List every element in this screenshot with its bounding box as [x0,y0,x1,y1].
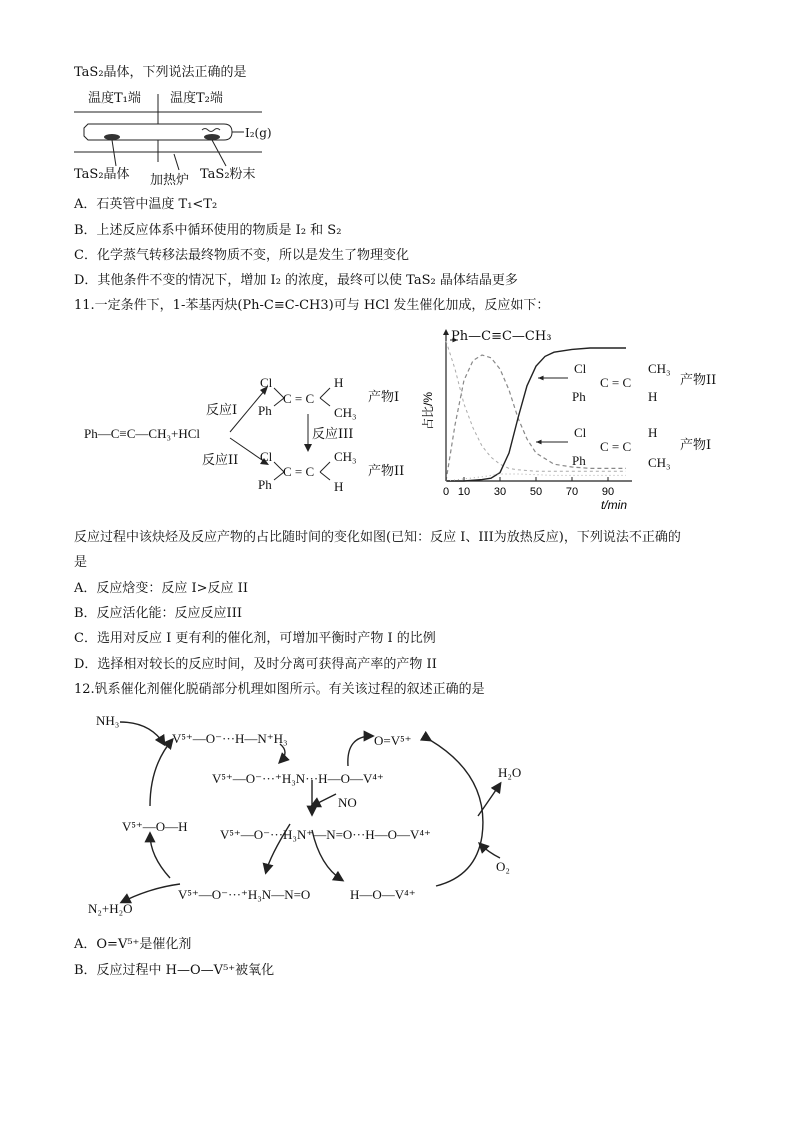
product-1-label: 产物I [368,390,400,405]
q11-stem: 11.一定条件下，1-苯基丙炔(Ph-C≡C-CH3)可与 HCl 发生催化加成，反应如下： [74,298,550,313]
q10-option-c: C．化学蒸气转移法最终物质不变，所以是发生了物理变化 [74,248,409,263]
label-reaction-1: 反应I [206,403,238,418]
p2-core: C = C [283,464,315,479]
p1-ch3: CH₃ [334,405,357,420]
y-axis-arrow [443,329,449,335]
mech-s4: V⁵⁺—O⁻···⁺H₃N—N=O [178,887,311,902]
q11-option-c: C．选用对反应 I 更有利的催化剂，可增加平衡时产物 I 的比例 [74,631,436,646]
label-t2: 温度T₂端 [170,91,223,106]
q11-after: 反应过程中该炔烃及反应产物的占比随时间的变化如图(已知：反应 I、III为放热反应)，下列说法不正确的 [74,530,681,545]
chart-p2-h: H [648,389,658,404]
chart-label-product-1: 产物I [680,438,712,453]
label-reaction-2: 反应II [202,453,239,468]
q10-option-b: B．上述反应体系中循环使用的物质是 I₂ 和 S₂ [74,223,342,238]
pointer-product-2-head [538,376,544,381]
mech-s1: V⁵⁺—O⁻···H—N⁺H₃ [172,731,288,746]
chart-p2-ph: Ph [572,389,586,404]
label-reaction-3: 反应III [312,427,354,442]
q11-option-a: A．反应焓变：反应 I>反应 II [74,581,248,596]
q11-after-2: 是 [74,555,88,570]
series-line-1 [446,355,626,481]
q10-option-d: D．其他条件不变的情况下，增加 I₂ 的浓度，最终可以使 TaS₂ 晶体结晶更多 [74,273,518,288]
x-tick-label: 30 [493,486,507,498]
p2-h: H [334,479,344,494]
mech-voh: V⁵⁺—O—H [122,819,188,834]
chart-p2-core: C = C [600,375,632,390]
chart-p1-cl: Cl [574,425,587,440]
chart-label-alkyne: Ph—C≡C—CH₃ [451,329,552,344]
chart-p2-cl: Cl [574,361,587,376]
chart-p1-core: C = C [600,439,632,454]
label-t1: 温度T₁端 [88,91,141,106]
ratio-time-chart [418,326,728,516]
p2-ch3: CH₃ [334,449,357,464]
series-line-2 [446,348,626,481]
x-tick-label: 90 [601,486,615,498]
mech-n2: N₂+H₂O [88,901,133,916]
q12-option-b: B．反应过程中 H—O—V⁵⁺被氧化 [74,963,275,978]
y-axis-label: 占比/% [421,391,435,431]
series-line-0 [446,341,626,471]
mech-s3: V⁵⁺—O⁻···H₃N⁺—N=O···H—O—V⁴⁺ [220,827,431,842]
chart-p1-h: H [648,425,658,440]
chart-p1-ch3: CH₃ [648,455,671,470]
q11-option-b: B．反应活化能：反应反应III [74,606,242,621]
crystal-deposit [104,134,120,140]
p2-ph: Ph [258,477,272,492]
label-crystal: TaS₂晶体 [74,167,130,182]
mech-o2: O₂ [496,859,510,874]
label-powder: TaS₂粉末 [200,167,256,182]
x-tick-label: 10 [457,486,471,498]
mech-ovs: O=V⁵⁺ [374,733,412,748]
chart-p1-ph: Ph [572,453,586,468]
x-axis-label: t/min [600,498,628,512]
label-furnace: 加热炉 [150,173,190,188]
p1-h: H [334,375,344,390]
label-i2: I₂(g) [245,126,272,140]
x-tick-label: 50 [529,486,543,498]
mech-hov: H—O—V⁴⁺ [350,887,416,902]
q10-intro: TaS₂晶体，下列说法正确的是 [74,65,247,80]
chart-label-product-2: 产物II [680,373,717,388]
pointer-product-1-head [536,440,542,445]
p2-cl: Cl [260,449,273,464]
x-tick-label: 0 [442,486,450,498]
mech-h2o: H₂O [498,765,522,780]
mech-nh3: NH₃ [96,713,120,728]
reactant: Ph—C≡C—CH₃+HCl [84,426,200,441]
mech-s2: V⁵⁺—O⁻···⁺H₃N···H—O—V⁴⁺ [212,771,384,786]
product-2-label: 产物II [368,464,405,479]
q11-option-d: D．选择相对较长的反应时间，及时分离可获得高产率的产物 II [74,657,437,672]
p1-ph: Ph [258,403,272,418]
chart-p2-ch3: CH₃ [648,361,671,376]
mech-no: NO [338,795,357,810]
powder-deposit [204,134,220,140]
q12-stem: 12.钒系催化剂催化脱硝部分机理如图所示。有关该过程的叙述正确的是 [74,682,485,697]
p1-core: C = C [283,391,315,406]
x-tick-label: 70 [565,486,579,498]
q12-option-a: A．O=V⁵⁺是催化剂 [74,937,192,952]
p1-cl: Cl [260,375,273,390]
q10-option-a: A．石英管中温度 T₁<T₂ [74,197,218,212]
